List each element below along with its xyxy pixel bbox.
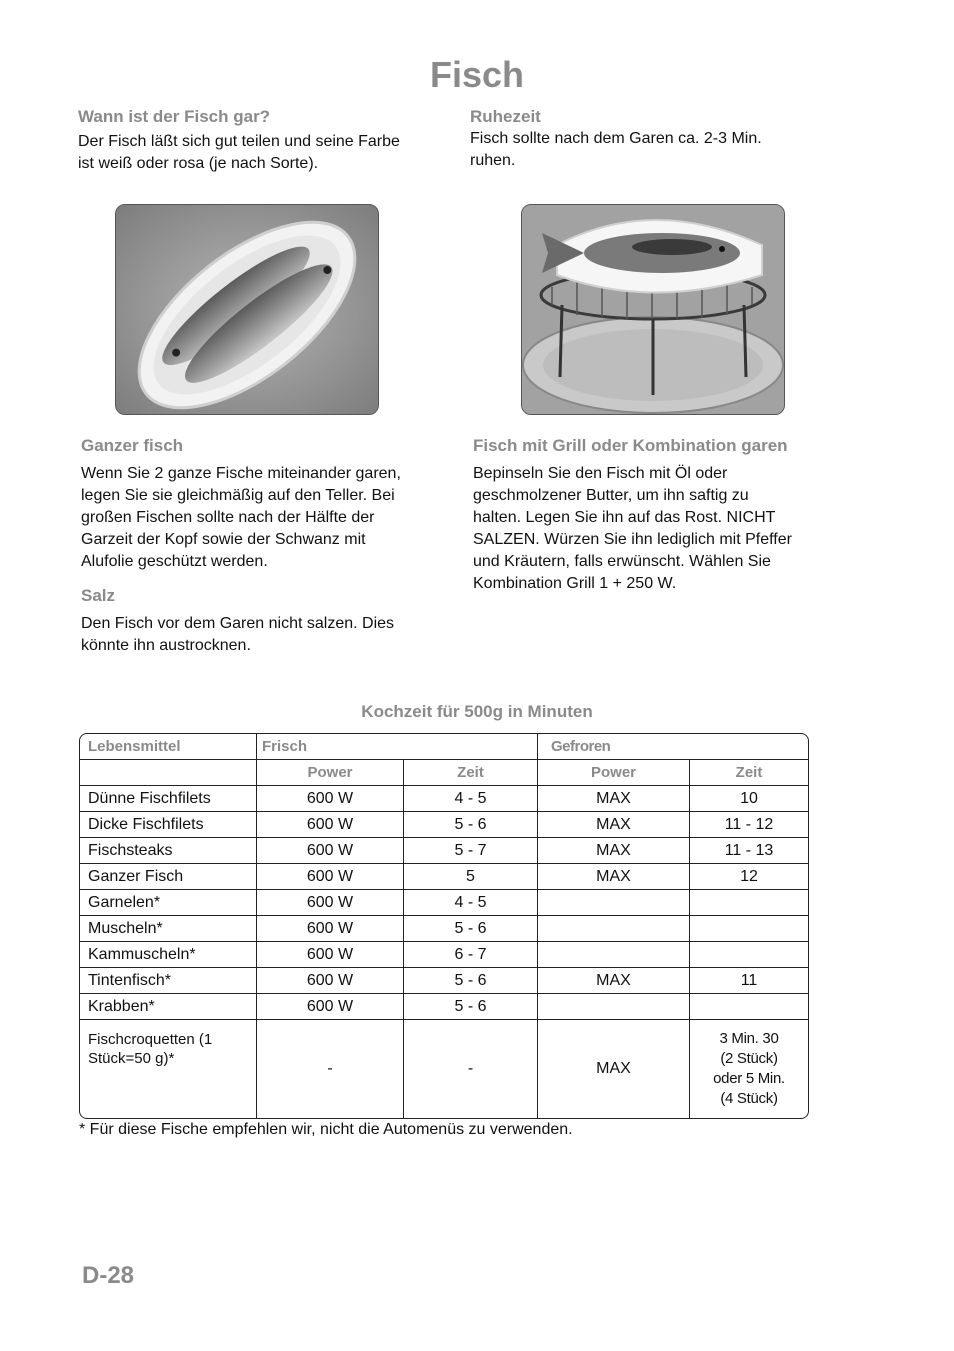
cell-zeit-line: (2 Stück) bbox=[720, 1050, 778, 1067]
text-ganzer-fisch bbox=[81, 463, 401, 573]
header-empty bbox=[80, 760, 257, 786]
cell-name: Dicke Fischfilets bbox=[80, 812, 257, 838]
cell-fresh-zeit: 6 - 7 bbox=[404, 942, 538, 968]
table-row bbox=[80, 916, 808, 942]
cell-frozen-zeit bbox=[690, 890, 808, 916]
text-line: großen Fischen sollte nach der Hälfte der bbox=[81, 509, 375, 526]
cell-fresh-power: 600 W bbox=[257, 916, 404, 942]
table-row bbox=[80, 864, 808, 890]
text-salz bbox=[81, 613, 394, 657]
cell-name: Kammuscheln* bbox=[80, 942, 257, 968]
header-fresh-power: Power bbox=[257, 760, 404, 786]
cell-fresh-power: - bbox=[257, 1020, 404, 1118]
cell-fresh-zeit: 5 - 7 bbox=[404, 838, 538, 864]
cell-name-line: Fischcroquetten (1 bbox=[88, 1031, 213, 1048]
text-line: Alufolie geschützt werden. bbox=[81, 553, 268, 570]
cell-name: Dünne Fischfilets bbox=[80, 786, 257, 812]
cell-fresh-power: 600 W bbox=[257, 812, 404, 838]
cell-frozen-power: MAX bbox=[538, 786, 690, 812]
heading-grill: Fisch mit Grill oder Kombination garen bbox=[473, 436, 788, 455]
table-row bbox=[80, 994, 808, 1020]
table-row bbox=[80, 942, 808, 968]
table-sub-header-row bbox=[80, 760, 808, 786]
table-group-header-row bbox=[80, 734, 808, 760]
text-line: Den Fisch vor dem Garen nicht salzen. Dies bbox=[81, 615, 395, 632]
text-line: Wenn Sie 2 ganze Fische miteinander garen, bbox=[81, 465, 401, 482]
fish-dish-illustration bbox=[116, 205, 378, 414]
text-wann bbox=[78, 131, 400, 175]
heading-ruhezeit: Ruhezeit bbox=[470, 107, 541, 126]
text-line: ist weiß oder rosa (je nach Sorte). bbox=[78, 155, 319, 172]
text-line: Bepinseln Sie den Fisch mit Öl oder bbox=[473, 465, 728, 482]
cell-frozen-power bbox=[538, 916, 690, 942]
cell-fresh-zeit: 5 - 6 bbox=[404, 994, 538, 1020]
text-line: Garzeit der Kopf sowie der Schwanz mit bbox=[81, 531, 366, 548]
cell-fresh-zeit: 5 - 6 bbox=[404, 916, 538, 942]
cell-zeit-line: 3 Min. 30 bbox=[719, 1030, 779, 1047]
heading-ganzer-fisch: Ganzer fisch bbox=[81, 436, 184, 455]
text-line: SALZEN. Würzen Sie ihn lediglich mit Pfeffer bbox=[473, 531, 792, 548]
heading-salz: Salz bbox=[81, 586, 116, 605]
fish-grill-illustration bbox=[522, 205, 784, 414]
cell-frozen-zeit bbox=[690, 994, 808, 1020]
table-row bbox=[80, 812, 808, 838]
page-number: D-28 bbox=[82, 1262, 135, 1289]
cell-name: Fischsteaks bbox=[80, 838, 257, 864]
cell-frozen-zeit bbox=[690, 1020, 808, 1118]
text-line: legen Sie sie gleichmäßig auf den Teller. Bei bbox=[81, 487, 395, 504]
cell-frozen-power: MAX bbox=[538, 838, 690, 864]
text-ruhezeit bbox=[470, 128, 762, 172]
cell-name: Tintenfisch* bbox=[80, 968, 257, 994]
cell-frozen-zeit: 10 bbox=[690, 786, 808, 812]
table-row bbox=[80, 786, 808, 812]
cell-name: Ganzer Fisch bbox=[80, 864, 257, 890]
cell-fresh-power: 600 W bbox=[257, 890, 404, 916]
table-row bbox=[80, 1020, 808, 1118]
cell-name: Garnelen* bbox=[80, 890, 257, 916]
cell-frozen-power: MAX bbox=[538, 1020, 690, 1118]
cell-frozen-zeit: 12 bbox=[690, 864, 808, 890]
text-line: könnte ihn austrocknen. bbox=[81, 637, 251, 654]
cooking-time-table bbox=[79, 733, 809, 1119]
cell-frozen-power: MAX bbox=[538, 864, 690, 890]
cell-frozen-power bbox=[538, 890, 690, 916]
text-line: halten. Legen Sie ihn auf das Rost. NICHT bbox=[473, 509, 776, 526]
cell-zeit-line: oder 5 Min. bbox=[713, 1070, 785, 1087]
heading-wann: Wann ist der Fisch gar? bbox=[78, 107, 271, 126]
table-row bbox=[80, 968, 808, 994]
cell-fresh-zeit: 5 - 6 bbox=[404, 968, 538, 994]
cell-frozen-zeit bbox=[690, 916, 808, 942]
photo-fish-dish bbox=[115, 204, 379, 415]
cell-fresh-power: 600 W bbox=[257, 838, 404, 864]
cell-name: Muscheln* bbox=[80, 916, 257, 942]
text-line: Fisch sollte nach dem Garen ca. 2-3 Min. bbox=[470, 130, 762, 147]
cell-frozen-zeit: 11 - 13 bbox=[690, 838, 808, 864]
table-row bbox=[80, 890, 808, 916]
cell-frozen-power bbox=[538, 994, 690, 1020]
header-fresh: Frisch bbox=[257, 734, 538, 760]
header-food: Lebensmittel bbox=[80, 734, 257, 760]
cell-frozen-power: MAX bbox=[538, 812, 690, 838]
cell-fresh-zeit: 5 - 6 bbox=[404, 812, 538, 838]
cell-name: Krabben* bbox=[80, 994, 257, 1020]
header-frozen-power: Power bbox=[538, 760, 690, 786]
cell-fresh-power: 600 W bbox=[257, 994, 404, 1020]
cell-zeit-line: (4 Stück) bbox=[720, 1090, 778, 1107]
cell-fresh-zeit: 4 - 5 bbox=[404, 786, 538, 812]
cell-fresh-power: 600 W bbox=[257, 786, 404, 812]
cell-fresh-zeit: - bbox=[404, 1020, 538, 1118]
table-footnote: * Für diese Fische empfehlen wir, nicht die Automenüs zu verwenden. bbox=[79, 1121, 573, 1138]
cell-fresh-zeit: 4 - 5 bbox=[404, 890, 538, 916]
cell-name-line: Stück=50 g)* bbox=[88, 1050, 175, 1067]
text-line: Der Fisch läßt sich gut teilen und seine Farbe bbox=[78, 133, 400, 150]
cell-name bbox=[80, 1020, 257, 1118]
cell-frozen-zeit: 11 - 12 bbox=[690, 812, 808, 838]
cell-frozen-power: MAX bbox=[538, 968, 690, 994]
cell-frozen-zeit: 11 bbox=[690, 968, 808, 994]
cell-frozen-zeit bbox=[690, 942, 808, 968]
cell-fresh-power: 600 W bbox=[257, 864, 404, 890]
text-line: ruhen. bbox=[470, 152, 516, 169]
text-line: Kombination Grill 1 + 250 W. bbox=[473, 575, 677, 592]
cell-fresh-power: 600 W bbox=[257, 968, 404, 994]
text-grill bbox=[473, 463, 792, 595]
photo-fish-grill bbox=[521, 204, 785, 415]
cell-fresh-power: 600 W bbox=[257, 942, 404, 968]
text-line: geschmolzener Butter, um ihn saftig zu bbox=[473, 487, 749, 504]
header-frozen: Gefroren bbox=[538, 734, 808, 760]
table-row bbox=[80, 838, 808, 864]
cell-frozen-power bbox=[538, 942, 690, 968]
header-frozen-zeit: Zeit bbox=[690, 760, 808, 786]
table-caption: Kochzeit für 500g in Minuten bbox=[361, 702, 593, 721]
header-fresh-zeit: Zeit bbox=[404, 760, 538, 786]
page-title: Fisch bbox=[429, 54, 525, 95]
text-line: und Kräutern, falls erwünscht. Wählen Sie bbox=[473, 553, 771, 570]
cell-fresh-zeit: 5 bbox=[404, 864, 538, 890]
